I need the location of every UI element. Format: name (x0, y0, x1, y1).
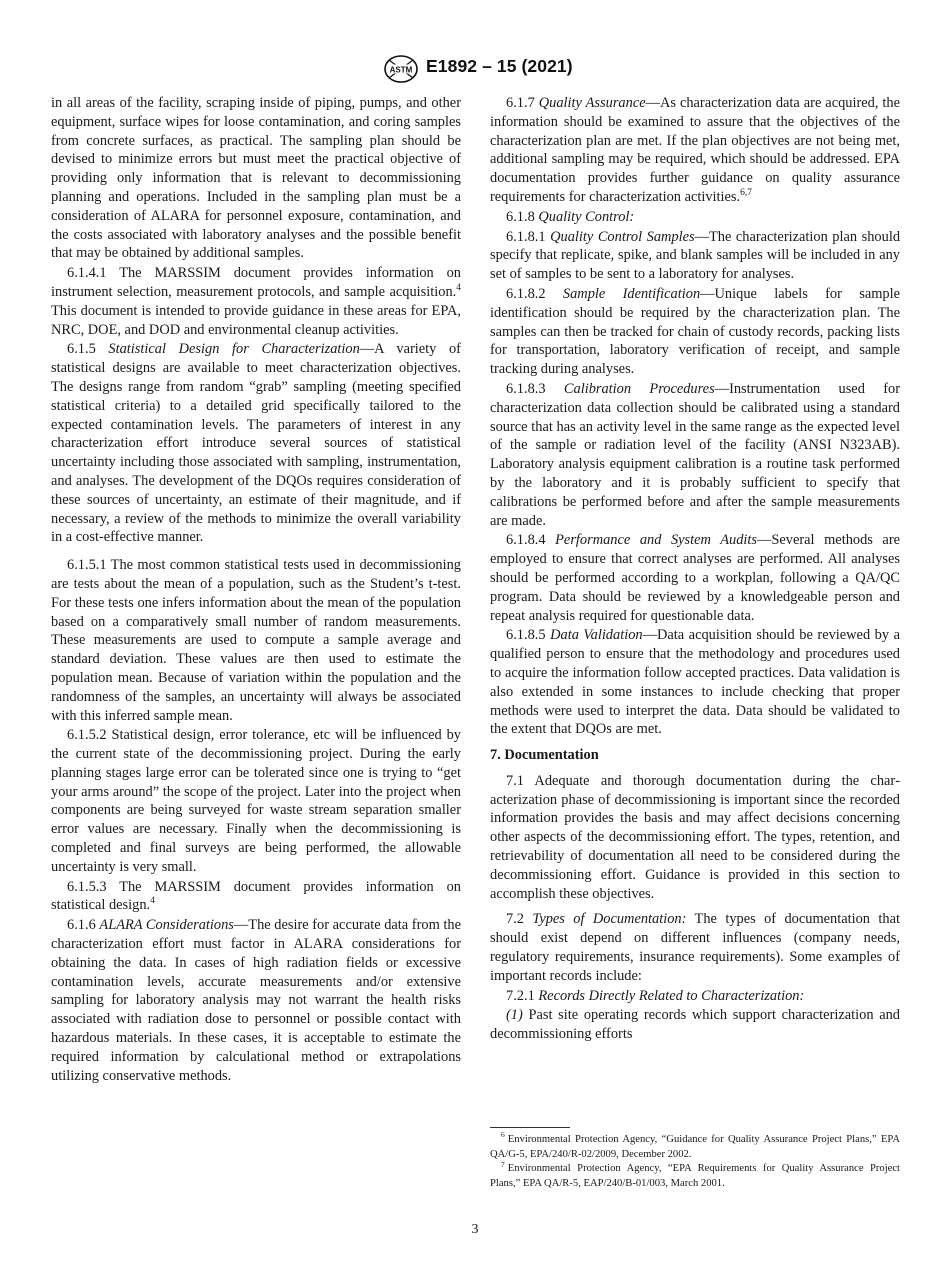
section-title: Calibration Procedures (563, 380, 715, 397)
section-title: Statistical Design for Characterization (108, 341, 360, 358)
footnote-ref: 4 (150, 896, 155, 907)
paragraph-6-1-8-2: 6.1.8.2 Sample Identification—Unique labels for sample identification should be required by the characterization plan. The samples can then be tracked for chain of custody records, packing lists for transportation, laboratory verification of receipt, and sample tracking during analyses. (490, 285, 900, 378)
footnote-divider (490, 1127, 570, 1128)
list-item-1: (1) Past site operating records which support characterization and decommissioning efforts (490, 1007, 900, 1043)
paragraph-6-1-4-1: 6.1.4.1 The MARSSIM document provides information on instrument selection, measurement protocols, and sample acquisition.$^4$ This document is intended to provide guidance in these areas for EPA, NRC, DOE, and DOD and environmental cleanup activities. (51, 265, 461, 338)
paragraph-6-1-8: 6.1.8 Quality Control: (506, 208, 635, 225)
paragraph-6-1-5-2: 6.1.5.2 Statistical design, error tolerance, etc will be influenced by the current state of the decommissioning project. During the early planning stages large error can be tolerated since one is trying to “get your arms around” the scope of the project. Later into the project when components are being surveyed for waste stream separation smaller error values are necessary. Finally when the decommissioning is completed and final surveys are being performed, the allowable uncertainty is very small. (51, 727, 461, 875)
footnote-ref: 4 (456, 283, 461, 294)
astm-logo-icon (381, 54, 421, 84)
section-title: Quality Control: (538, 208, 635, 225)
section-title: Types of Documentation: (532, 911, 687, 928)
paragraph-6-1-8-5: 6.1.8.5 Data Validation—Data acquisition should be reviewed by a qualified person to ensure that the methodology and procedures used to acquire the information follow accepted practices. Data validation is also extended in some instances to include checking that proper methods were used to interpret the data. Data should be validated to the extent that DQOs are met. (490, 627, 900, 738)
paragraph-6-1-8-3: 6.1.8.3 Calibration Procedures—Instrumentation used for characterization data collection should be calibrated using a standard source that has an activity level in the same range as the expected level of the sample or radiation level of the facility (ANSI N323AB). Laboratory analysis equipment calibration is a routine task performed by the laboratory and it is probably sufficient to specify that calibrations be performed before and after the sample measurements are made. (490, 380, 900, 529)
footnote-6: $^6$ Environmental Protection Agency, “Guidance for Quality Assurance Project Plans,” EPA QA/G-5, EPA/240/R-02/2009, December 2002. (490, 1130, 900, 1160)
left-column (51, 94, 461, 1086)
footnotes (490, 1130, 900, 1191)
footnote-7: $^7$ Environmental Protection Agency, “EPA Requirements for Quality Assurance Project Plans,” EPA QA/R-5, EAP/240/B-01/003, March 2001. (490, 1159, 900, 1189)
paragraph-7-1: 7.1 Adequate and thorough documentation during the characterization phase of decommissioning is important since the recorded information provides the basis and may affect decisions concerning other aspects of the decommissioning effort. The types, retention, and retrievability of documentation all need to be considered during the decommissioning effort. Guidance is provided in this section to accomplish these objectives. (490, 772, 900, 902)
section-title: Quality Assurance (538, 95, 646, 111)
paragraph-7-2-1: 7.2.1 Records Directly Related to Characterization: (506, 987, 805, 1004)
paragraph-6-1-8-4: 6.1.8.4 Performance and System Audits—Several methods are employed to ensure that correct analyses are performed. All analyses should be performed according to a workplan, following a QA/QC program. Data should be reviewed by a knowledgeable person and repeat analysis required for questionable data. (490, 532, 901, 624)
paragraph-6-1-5: 6.1.5 Statistical Design for Characterization—A variety of statistical designs are available to meet characterization objectives. The designs range from random “grab” sampling (meeting specified statistical criteria) to a detailed grid specifically tailored to the expected contamination levels. The parameters of interest in any characterization effort introduce several sources of statistical uncertainty including those associated with sampling, instrumentation, and analyses. The development of the DQOs requires consideration of these sources of uncertainty, an estimate of their magnitude, and if necessary, a review of the methods to minimize the overall variability in a cost-effective manner. (51, 341, 461, 546)
paragraph-continued: in all areas of the facility, scraping inside of piping, pumps, and other equipment, surface wipes for loose contamination, and coring samples from concrete surfaces, as practical. The sampling plan should be devised to minimize errors but must meet the practical objective of providing only information that is relevant to decommissioning planning and operations. Included in the sampling plan must be a consideration of ALARA for personnel exposure, contamination, and the costs associated with laboratory analyses and the possible benefit that may be obtained by additional samples. (51, 95, 461, 262)
right-column (490, 94, 900, 1045)
paragraph-6-1-5-3: 6.1.5.3 The MARSSIM document provides information on statistical design.$^4$ (51, 878, 461, 914)
paragraph-6-1-7: 6.1.7 Quality Assurance—As characterization data are acquired, the information should be examined to assure that the objectives of the characterization plan are met. If the plan objectives are not being met, additional sampling may be required, which should be addressed. EPA documentation provides further guidance on quality assurance requirements for characterization activities.$^{6,7}$ (490, 95, 900, 205)
paragraph-6-1-6: 6.1.6 ALARA Considerations—The desire for accurate data from the characterization effort must factor in ALARA considerations for obtaining the data. In cases of high radiation fields or excessive contamination levels, accurate measurements and/or extensive sampling for laboratory analysis may not warrant the health risks associated with radiation dose to personnel or possible contact with hazardous materials. In these cases, it is acceptable to estimate the required information by calculational method or extrapolations utilizing conservative methods. (51, 917, 461, 1084)
paragraph-6-1-8-1: 6.1.8.1 Quality Control Samples—The characterization plan should specify that replicate, spike, and blank samples will be included in any set of samples to be sent to a laboratory for analyses. (490, 228, 901, 283)
section-title: Quality Control Samples (550, 228, 695, 245)
paragraph-7-2: 7.2 Types of Documentation: The types of documentation that should exist depend on different influences (company needs, regulatory requirements, insurance requirements). Some examples of important records include: (490, 911, 900, 984)
section-title: Performance and System Audits (555, 532, 758, 549)
section-title: Data Validation (550, 627, 643, 644)
footnote-ref: 6,7 (740, 188, 752, 199)
section-title: Records Directly Related to Characterization: (538, 987, 805, 1004)
svg-text:ASTM: ASTM (389, 65, 413, 75)
section-heading-documentation: 7. Documentation (490, 747, 599, 764)
section-title: ALARA Considerations (99, 917, 234, 934)
list-number: (1) (506, 1007, 523, 1024)
paragraph-6-1-5-1: 6.1.5.1 The most common statistical tests used in decommissioning are tests about the mean of a population, such as the Student’s t-test. For these tests one infers information about the mean of the population based on a comparatively small number of random measurements. These measurements are used to compute a sample average and standard deviation. These values are then used to estimate the population mean. Because of variation within the population and the randomness of the samples, an uncertainty will always be associated with this inferred sample mean. (51, 557, 461, 724)
page-number: 3 (471, 1222, 479, 1237)
document-id: E1892 – 15 (2021) (426, 56, 573, 76)
page-header (0, 54, 950, 86)
section-title: Sample Identification (562, 285, 701, 302)
